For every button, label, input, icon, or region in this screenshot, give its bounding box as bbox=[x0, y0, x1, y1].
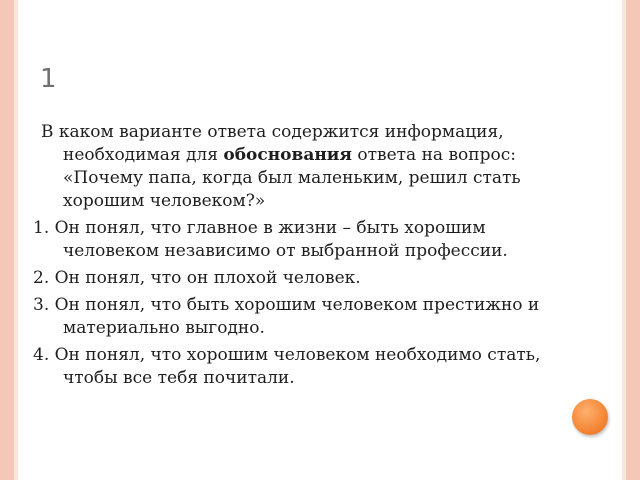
right-frame-inner-band bbox=[622, 0, 626, 480]
answer-option-4: 4. Он понял, что хорошим человеком необходимо стать, чтобы все тебя почитали. bbox=[33, 345, 541, 388]
right-frame-band bbox=[626, 0, 640, 480]
question-text-start: В каком варианте ответа содержится информация, необходимая для bbox=[41, 122, 504, 165]
left-frame-inner-band bbox=[14, 0, 18, 480]
answer-option-2: 2. Он понял, что он плохой человек. bbox=[33, 268, 361, 288]
orange-circle-decoration bbox=[572, 399, 608, 435]
slide-content bbox=[33, 121, 573, 394]
answer-option-3: 3. Он понял, что быть хорошим человеком престижно и материально выгодно. bbox=[33, 295, 540, 338]
slide-title-number: 1 bbox=[40, 64, 57, 94]
question-bold-word: обоснования bbox=[223, 145, 352, 165]
question-text bbox=[33, 121, 573, 213]
left-frame-band bbox=[0, 0, 14, 480]
answer-option-1: 1. Он понял, что главное в жизни – быть хорошим человеком независимо от выбранной профессии. bbox=[33, 218, 508, 261]
question-text-end: ответа на вопрос: «Почему папа, когда был маленьким, решил стать хорошим человеком?» bbox=[63, 145, 521, 211]
